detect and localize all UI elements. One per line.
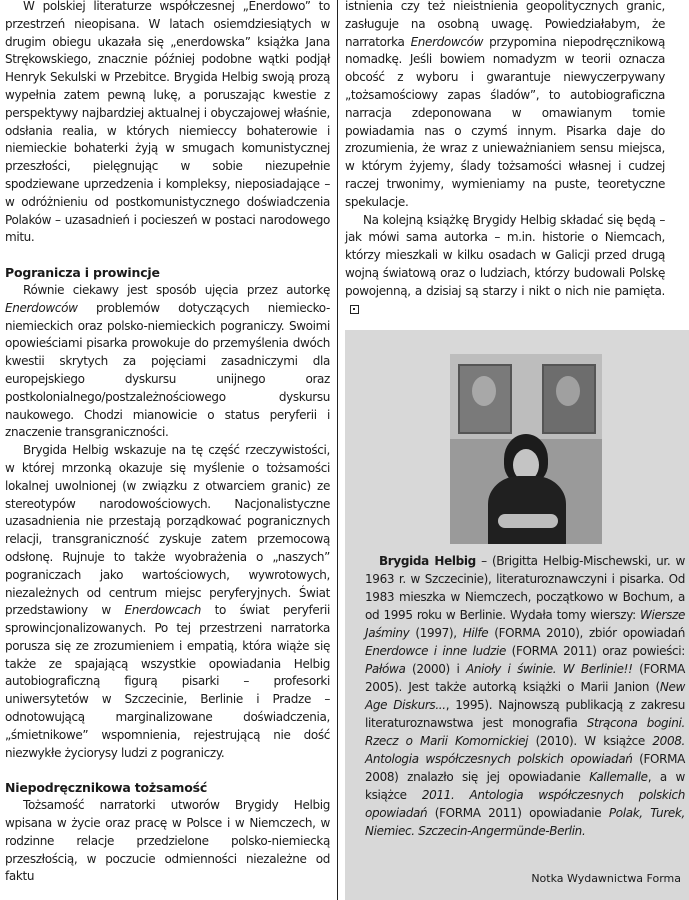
painted-face-right (556, 376, 580, 406)
author-bio-box (345, 330, 689, 900)
text-run: – (Brigitta Helbig-Mischewski, ur. w 1963 r. w Szczecinie), literaturoznawczyni i pisarka. Od 1983 mieszka w Niemczech, początkowo w Bochum, a od 1995 roku w Berlinie. Wydała tomy wierszy: (365, 554, 685, 622)
book-title: Strącona bogini. Rzecz o Marii Komornickiej (365, 716, 685, 748)
text-run: (FORMA 2011) opowiadanie (427, 806, 609, 820)
text-run: (FORMA 2011) oraz powieści: (506, 644, 685, 658)
paragraph: Tożsamość narratorki utworów Brygidy Helbig wpisana w życie oraz pracę w Polsce i w Niemczech, w rodzinne relacje przedzielone polsko-niemiecką przeszłością, w poczucie odmienności niezależne od faktu (5, 798, 330, 884)
book-title: Wiersze Jaśminy (365, 608, 685, 640)
text-run: istnienia czy też nieistnienia geopolitycznych granic, zasługuje na osobną uwagę. Powiedziałabym, że narratorka (345, 0, 665, 49)
column-divider (337, 0, 338, 900)
spacer (5, 247, 330, 264)
painted-face-left (472, 376, 496, 406)
book-title: Pałówa (365, 662, 406, 676)
text-run: przypomina niepodręcznikową nomadkę. Jeśli bowiem nomadyzm w teorii oznacza obcość z wyboru i gwarantuje niewyczerpywany „tożsamościowy zapas śladów”, to autobiograficzna narracja zdeponowana w omawianym tomie powiadamia nas o czymś innym. Pisarka daje do zrozumienia, że wraz z unieważnianiem sensu miejsca, w którym żyjemy, ślady tożsamości własnej i cudzej raczej trwonimy, wymieniamy na puste, teoretyczne spekulacje. (345, 34, 665, 209)
book-title: Enerdowców (410, 34, 484, 49)
text-run: Na kolejną książkę Brygidy Helbig składać się będą – jak mówi sama autorka – m.in. historie o Niemcach, którzy mieszkali w kilku osadach w Galicji przed drugą wojną światową oraz o ludziach, którzy budowali Polskę powojenną, a dzisiaj są starzy i nikt o nich nie pamięta. (345, 212, 665, 298)
author-bio-text (365, 552, 685, 840)
paragraph: W polskiej literaturze współczesnej „Enerdowo” to przestrzeń nieopisana. W latach osiemdziesiątych w drugim obiegu ukazała się „enerdowska” książka Jana Strękowskiego, znacznie później podobne wątki podjął Henryk Sekulski w Przebitce. Brygida Helbig swoją prozą wypełnia zatem pewną lukę, a poruszając kwestie z perspektywy najbardziej aktualnej i obyczajowej właśnie, odsłania realia, w których niemieccy bohaterowie i niemieckie bohaterki żyją w smugach komunistycznej przeszłości, pielęgnując w sobie niezupełnie spodziewane uprzedzenia i kompleksy, nieposiadające – w odróżnieniu od postkomunistycznego doświadczenia Polaków – uzasadnień i pocieszeń w postaci narodowego mitu. (5, 0, 330, 245)
author-name: Brygida Helbig (379, 554, 476, 568)
paragraph (345, 212, 665, 319)
paragraph (5, 442, 330, 762)
text-run: (FORMA 2008) znalazło się jej opowiadanie (365, 752, 685, 784)
section-heading: Pogranicza i prowincje (5, 265, 160, 281)
text-run: problemów dotyczących niemiecko-niemieckich oraz polsko-niemieckich pograniczy. Swoimi opowieściami pisarka prowokuje do przemyślenia dwóch kwestii skrytych za pojęciami zasadniczymi dla europejskiego dyskursu unijnego oraz postkolonialnego/postzależnościowego dyskursu naukowego. Chodzi mianowicie o status peryferii i znaczenie transgraniczności. (5, 300, 330, 440)
text-run: (FORMA 2010), zbiór opowiadań (488, 626, 685, 640)
book-title: New Age Diskurs... (365, 680, 685, 712)
book-title: Kallemalle (589, 770, 648, 784)
bio-paragraph (365, 552, 685, 840)
paragraph (345, 0, 665, 212)
text-run: Brygida Helbig wskazuje na tę część rzeczywistości, w której mrzonką okazuje się myślenie o tożsamości lokalnej uwolnionej (w związku z otwarciem granic) ze stereotypów narodowościowych. Nacjonalistyczne uzasadnienia nie przestają porządkować pogranicznych relacji, transgraniczność zyskuje zatem przemocową odsłonę. Rujnuje to także wyobrażenia o „naszych” pograniczach jako wartościowych, wywrotowych, niezależnych od centrum miejsc peryferyjnych. Świat przedstawiony w (5, 443, 330, 618)
book-title: Anioły i świnie. W Berlinie!! (466, 662, 633, 676)
text-run: , a w książce (365, 770, 685, 802)
text-run: (2000) i (405, 662, 467, 676)
author-arms (498, 514, 558, 528)
end-of-article-square-icon (350, 305, 359, 314)
text-run: (FORMA 2005). Jest także autorką książki o Marii Janion ( (365, 662, 685, 694)
section-heading: Niepodręcznikowa tożsamość (5, 780, 208, 796)
paragraph (5, 282, 330, 442)
book-title: Hilfe (462, 626, 489, 640)
author-figure (488, 476, 566, 544)
left-column (5, 0, 330, 886)
book-title: Enerdowce i inne ludzie (365, 644, 507, 658)
text-run: to świat peryferii sprowincjonalizowanych. Po tej przestrzeni narratorka porusza się ze zrozumieniem i empatią, która wiąże się także ze spajającą wszystkie opowiadania Helbig autobiograficzną figurą pisarki – profesorki uniwersytetów w Szczecinie, Berlinie i Pradze – odnotowującą marginalizowane doświadczenia, „śmietnikowe” wspomnienia, rejestrującą nie dość niezwykłe życiorysy ludzi z pograniczy. (5, 603, 330, 760)
book-title: Enerdowców (5, 300, 78, 315)
text-run: (1997), (409, 626, 463, 640)
text-run: , 1995). Najnowszą publikacją z zakresu literaturoznawstwa jest monografia (365, 698, 685, 730)
text-run: Równie ciekawy jest sposób ujęcia przez autorkę (23, 282, 330, 297)
spacer (5, 762, 330, 779)
book-title: Polak, Turek, Niemiec. Szczecin-Angermünde-Berlin. (365, 806, 685, 838)
book-title: 2008. Antologia współczesnych polskich opowiadań (365, 734, 685, 766)
right-column (345, 0, 665, 318)
text-run: (2010). W książce (528, 734, 653, 748)
publisher-credit: Notka Wydawnictwa Forma (531, 872, 681, 885)
author-photo (450, 354, 602, 544)
book-title: 2011. Antologia współczesnych polskich opowiadań (365, 788, 685, 820)
book-title: Enerdowcach (124, 603, 202, 618)
